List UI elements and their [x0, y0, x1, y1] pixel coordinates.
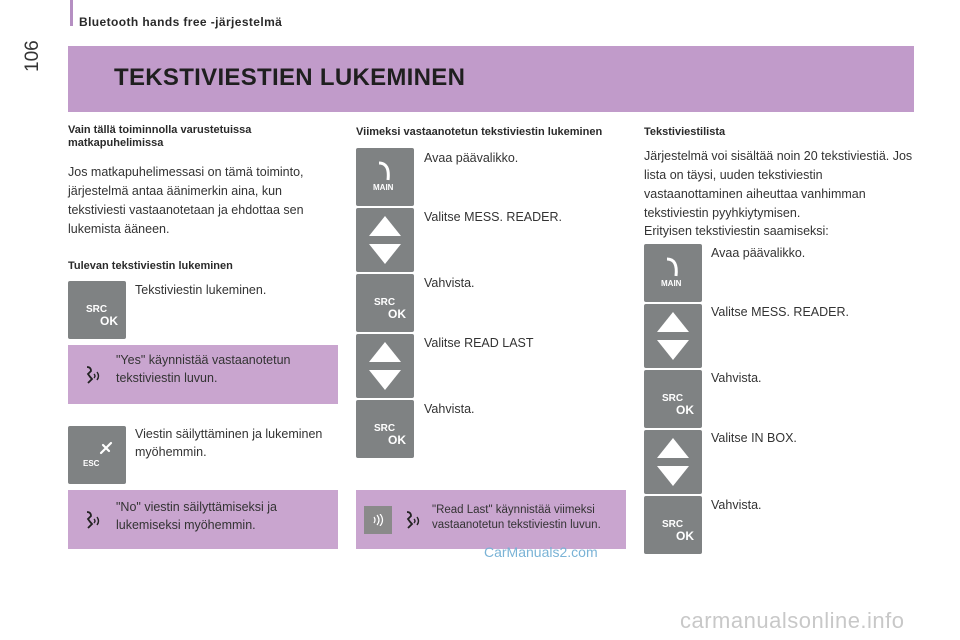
up-down-button	[356, 208, 414, 272]
menu-arrow-icon	[664, 256, 682, 280]
voice-command-icon	[82, 365, 102, 385]
col3-sub-intro: Erityisen tekstiviestin saamiseksi:	[644, 224, 829, 238]
up-down-button	[644, 430, 702, 494]
col3-step-1: Avaa päävalikko.	[711, 246, 806, 260]
col2-step-4: Valitse READ LAST	[424, 336, 534, 350]
src-ok-button	[68, 281, 126, 339]
up-down-arrows-icon	[368, 340, 402, 392]
up-down-arrows-icon	[656, 310, 690, 362]
yes-label: "Yes" käynnistää vastaanotetun tekstiviestin luvun.	[116, 353, 291, 385]
read-label: Tekstiviestin lukeminen.	[135, 283, 267, 297]
esc-label: ESC	[83, 459, 100, 468]
read-last-label: "Read Last" käynnistää viimeksi vastaanotetun tekstiviestin luvun.	[432, 504, 601, 531]
ok-label: OK	[388, 433, 406, 447]
ok-label: OK	[676, 529, 694, 543]
save-label: Viestin säilyttäminen ja lukeminen myöhemmin.	[135, 427, 323, 459]
voice-command-icon	[402, 510, 422, 530]
col3-heading: Tekstiviestilista	[644, 126, 726, 138]
col2-step-5: Vahvista.	[424, 402, 475, 416]
src-label: SRC	[662, 519, 684, 530]
src-label: SRC	[374, 297, 396, 308]
col3-step-4: Valitse IN BOX.	[711, 431, 797, 445]
main-label: MAIN	[661, 279, 682, 288]
up-down-button	[644, 304, 702, 368]
section-title: Bluetooth hands free -järjestelmä	[79, 15, 283, 29]
col2-step-2: Valitse MESS. READER.	[424, 210, 563, 224]
ok-label: OK	[100, 314, 118, 328]
ok-label: OK	[388, 307, 406, 321]
phone-hangup-icon	[99, 441, 113, 455]
up-down-button	[356, 334, 414, 398]
col2-heading: Viimeksi vastaanotetun tekstiviestin lukeminen	[356, 126, 603, 138]
up-down-arrows-icon	[368, 214, 402, 266]
src-ok-button	[356, 400, 414, 458]
main-button	[644, 244, 702, 302]
col1-intro: Jos matkapuhelimessasi on tämä toiminto, järjestelmä antaa äänimerkin aina, kun tekstiviesti vastaanotetaan ja ehdottaa sen lukemista ääneen.	[68, 165, 304, 236]
col3-step-2: Valitse MESS. READER.	[711, 305, 850, 319]
yes-voice-box	[68, 345, 338, 404]
watermark-carmanualsonline: carmanualsonline.info	[680, 608, 905, 633]
page-number: 106	[22, 40, 43, 72]
no-label: "No" viestin säilyttämiseksi ja lukemiseksi myöhemmin.	[116, 500, 278, 532]
up-down-arrows-icon	[656, 436, 690, 488]
ok-label: OK	[676, 403, 694, 417]
src-ok-button	[644, 370, 702, 428]
src-ok-button	[644, 496, 702, 554]
col3-step-3: Vahvista.	[711, 371, 762, 385]
read-last-voice-box	[356, 490, 626, 549]
no-voice-box	[68, 490, 338, 549]
col2-step-1: Avaa päävalikko.	[424, 151, 519, 165]
main-label: MAIN	[373, 183, 394, 192]
accent-bar	[70, 0, 73, 26]
main-button	[356, 148, 414, 206]
voice-command-icon	[82, 510, 102, 530]
src-label: SRC	[662, 393, 684, 404]
col3-intro: Järjestelmä voi sisältää noin 20 tekstiviestiä. Jos lista on täysi, uuden tekstiviestin vastaanottaminen aiheuttaa vanhimman tekstiviestin pyyhkiytymisen.	[644, 149, 913, 220]
src-label: SRC	[374, 423, 396, 434]
menu-arrow-icon	[376, 160, 394, 184]
page-title: TEKSTIVIESTIEN LUKEMINEN	[114, 64, 466, 91]
incoming-heading: Tulevan tekstiviestin lukeminen	[68, 260, 233, 272]
col2-step-3: Vahvista.	[424, 276, 475, 290]
src-ok-button	[356, 274, 414, 332]
watermark-carmanuals2: CarManuals2.com	[484, 544, 598, 560]
voice-waves-icon	[371, 514, 385, 526]
col1-heading: Vain tällä toiminnolla varustetuissa matkapuhelimissa	[68, 124, 252, 149]
voice-button	[364, 506, 392, 534]
src-label: SRC	[86, 304, 108, 315]
col3-step-5: Vahvista.	[711, 498, 762, 512]
esc-button	[68, 426, 126, 484]
